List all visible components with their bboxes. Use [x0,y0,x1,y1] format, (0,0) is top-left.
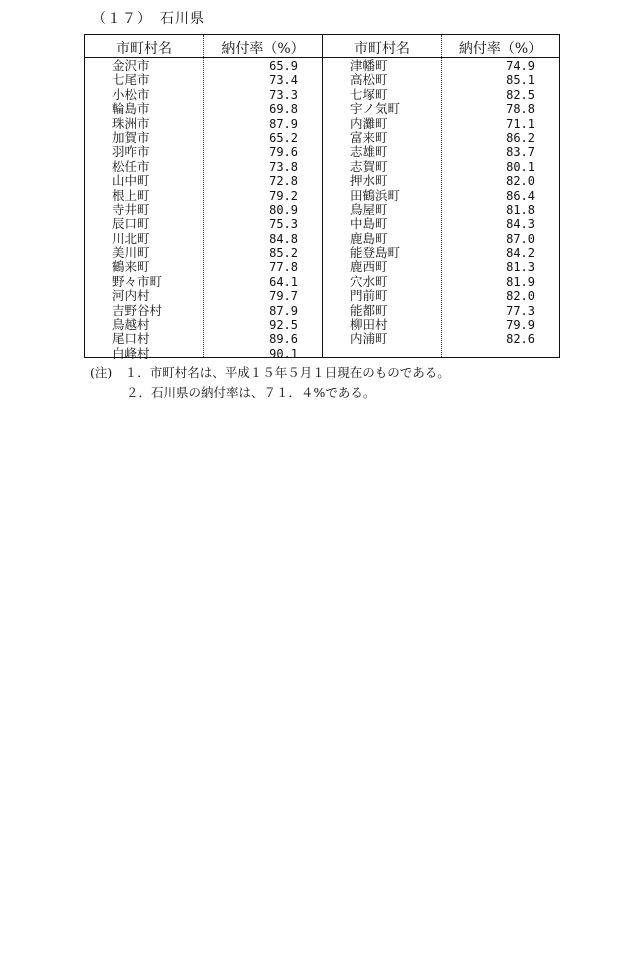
payment-rate: 82.0 [506,289,535,304]
municipality-name: 七塚町 [350,86,388,102]
payment-rate: 86.2 [506,130,535,145]
table-row [85,289,322,303]
municipality-name: 寺井町 [112,201,150,217]
table-row [323,260,559,274]
payment-rate: 82.6 [506,332,535,347]
payment-rate: 84.2 [506,246,535,261]
table-row [85,332,322,346]
payment-rate: 72.8 [269,174,298,189]
municipality-name: 田鶴浜町 [350,187,401,203]
municipality-name: 鳥屋町 [350,201,388,217]
payment-rate: 79.2 [269,188,298,203]
table-row [85,203,322,217]
payment-rate: 81.3 [506,260,535,275]
municipality-name: 辰口町 [112,216,150,232]
table-row [323,217,559,231]
municipality-name: 河内村 [112,288,150,304]
payment-rate: 84.8 [269,231,298,246]
table-right-half [323,35,559,357]
payment-rate: 85.2 [269,246,298,261]
municipality-name: 志雄町 [350,144,388,160]
table-row [323,318,559,332]
table-row [85,189,322,203]
table-row [323,88,559,102]
payment-rate: 84.3 [506,217,535,232]
municipality-name: 能登島町 [350,245,401,261]
municipality-name: 志賀町 [350,158,388,174]
table-row [85,88,322,102]
table-row [323,131,559,145]
payment-rate: 82.5 [506,87,535,102]
table-row [85,232,322,246]
table-header [85,35,322,58]
payment-rate: 92.5 [269,318,298,333]
header-municipality: 市町村名 [116,41,172,57]
table-row [85,318,322,332]
municipality-name: 輪島市 [112,101,150,117]
payment-rate: 87.9 [269,116,298,131]
payment-rate: 80.1 [506,159,535,174]
municipality-name: 鹿島町 [350,230,388,246]
municipality-name: 加賀市 [112,129,150,145]
table-row [323,289,559,303]
payment-rate: 75.3 [269,217,298,232]
municipality-name: 中島町 [350,216,388,232]
table-row [323,174,559,188]
municipality-name: 内浦町 [350,331,388,347]
municipality-name: 鳥越村 [112,317,150,333]
footnotes [90,363,450,403]
municipality-name: 柳田村 [350,317,388,333]
table-row [85,160,322,174]
table-row [85,102,322,116]
municipality-name: 七尾市 [112,72,150,88]
payment-rate: 73.4 [269,73,298,88]
municipality-name: 高松町 [350,72,388,88]
table-row [323,332,559,346]
municipality-name: 根上町 [112,187,150,203]
municipality-name: 野々市町 [112,273,163,289]
payment-rate-table [84,34,560,361]
payment-rate: 77.3 [506,303,535,318]
municipality-name: 山中町 [112,173,150,189]
payment-rate: 78.8 [506,102,535,117]
section-heading: （１７） 石川県 [92,11,205,27]
table-row [323,246,559,260]
table-row [85,117,322,131]
payment-rate: 79.9 [506,318,535,333]
municipality-name: 鹿西町 [350,259,388,275]
payment-rate: 74.9 [506,59,535,73]
table-row [85,304,322,318]
table-left-half [85,35,323,361]
municipality-name: 宇ノ気町 [350,101,401,117]
right-rows [323,59,559,347]
payment-rate: 81.8 [506,202,535,217]
municipality-name: 穴水町 [350,273,388,289]
payment-rate: 89.6 [269,332,298,347]
table-row [323,304,559,318]
header-rate: 納付率（%） [221,41,305,57]
header-municipality: 市町村名 [354,41,410,57]
municipality-name: 門前町 [350,288,388,304]
payment-rate: 73.8 [269,159,298,174]
payment-rate: 81.9 [506,274,535,289]
payment-rate: 79.6 [269,145,298,160]
payment-rate: 69.8 [269,102,298,117]
table-row [85,217,322,231]
municipality-name: 松任市 [112,158,150,174]
payment-rate: 83.7 [506,145,535,160]
table-row [85,174,322,188]
payment-rate: 80.9 [269,202,298,217]
table-row [323,160,559,174]
table-row [85,59,322,73]
municipality-name: 尾口村 [112,331,150,347]
table-row [323,275,559,289]
municipality-name: 能都町 [350,302,388,318]
table-row [85,347,322,361]
table-row [85,145,322,159]
municipality-name: 吉野谷村 [112,302,163,318]
left-rows [85,59,322,361]
table-row [323,203,559,217]
table-row [323,189,559,203]
table-row [85,260,322,274]
table-row [323,59,559,73]
table-header [323,35,559,58]
payment-rate: 73.3 [269,87,298,102]
municipality-name: 富来町 [350,129,388,145]
municipality-name: 押水町 [350,173,388,189]
table-row [323,73,559,87]
payment-rate: 86.4 [506,188,535,203]
municipality-name: 内灘町 [350,115,388,131]
payment-rate: 87.0 [506,231,535,246]
municipality-name: 白峰村 [112,345,150,361]
table-row [85,246,322,260]
municipality-name: 羽咋市 [112,144,150,160]
payment-rate: 85.1 [506,73,535,88]
payment-rate: 90.1 [269,346,298,361]
municipality-name: 美川町 [112,245,150,261]
payment-rate: 71.1 [506,116,535,131]
table-row [323,145,559,159]
municipality-name: 珠洲市 [112,115,150,131]
table-row [323,117,559,131]
table-row [85,131,322,145]
table-row [85,73,322,87]
footnote-2: ２．石川県の納付率は、７１．４%である。 [126,385,376,400]
payment-rate: 82.0 [506,174,535,189]
municipality-name: 川北町 [112,230,150,246]
municipality-name: 津幡町 [350,58,388,73]
payment-rate: 64.1 [269,274,298,289]
table-row [323,102,559,116]
table-row [85,275,322,289]
footnote-1: (注) １．市町村名は、平成１５年５月１日現在のものである。 [90,365,450,380]
header-rate: 納付率（%） [458,41,543,57]
payment-rate: 79.7 [269,289,298,304]
municipality-name: 小松市 [112,86,150,102]
municipality-name: 金沢市 [112,58,150,73]
municipality-name: 鶴来町 [112,259,150,275]
table-row [323,232,559,246]
payment-rate: 77.8 [269,260,298,275]
payment-rate: 65.2 [269,130,298,145]
payment-rate: 65.9 [269,59,298,73]
payment-rate: 87.9 [269,303,298,318]
